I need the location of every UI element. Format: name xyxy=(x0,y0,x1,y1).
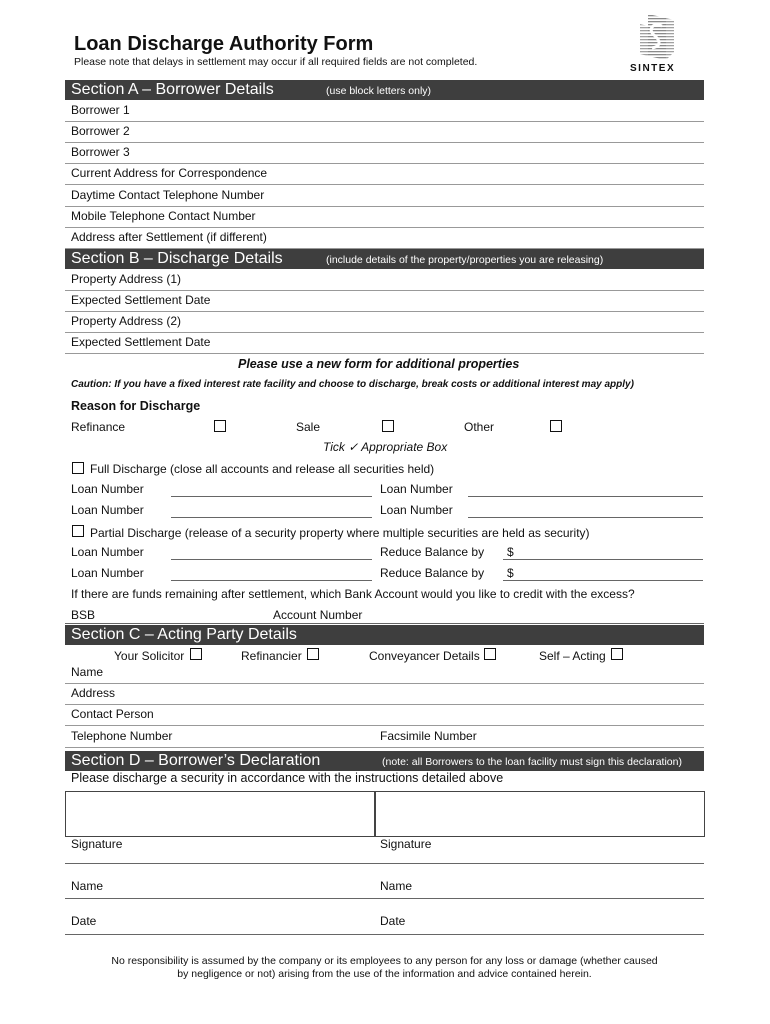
section-a-note: (use block letters only) xyxy=(326,85,432,97)
option-self-acting-checkbox[interactable] xyxy=(611,648,623,660)
caution-note: Caution: If you have a fixed interest rate facility and choose to discharge, break costs or additional interest may apply) xyxy=(71,379,634,390)
full-discharge-checkbox[interactable] xyxy=(72,462,84,474)
option-self-acting-label: Self – Acting xyxy=(539,649,606,663)
field-label: Property Address (2) xyxy=(71,314,182,328)
field-label: Property Address (1) xyxy=(71,272,182,286)
reduce-balance-label: Reduce Balance by xyxy=(380,566,485,580)
option-refinancier-checkbox[interactable] xyxy=(307,648,319,660)
field-acting-name[interactable] xyxy=(65,662,704,684)
section-b-title: Section B – Discharge Details xyxy=(71,250,283,267)
date-label: Date xyxy=(380,914,406,928)
field-telephone[interactable] xyxy=(65,726,704,748)
loan-number-label: Loan Number xyxy=(71,566,144,580)
field-settlement-date-2[interactable] xyxy=(65,332,704,354)
bank-account-input[interactable] xyxy=(65,623,704,624)
section-b-note: (include details of the property/properties you are releasing) xyxy=(326,254,604,266)
field-settlement-date-1[interactable] xyxy=(65,290,704,312)
loan-number-label: Loan Number xyxy=(380,503,453,517)
field-label: Daytime Contact Telephone Number xyxy=(71,188,265,202)
option-solicitor-label: Your Solicitor xyxy=(114,649,185,663)
dollar-sign: $ xyxy=(507,545,514,559)
field-label: Address xyxy=(71,686,116,700)
signature-box-2[interactable] xyxy=(374,791,705,837)
reduce-balance-input[interactable] xyxy=(503,580,703,581)
field-label: Borrower 3 xyxy=(71,145,130,159)
footer-line-2: by negligence or not) arising from the use of the information and advice contained herein. xyxy=(177,968,592,980)
section-a-title: Section A – Borrower Details xyxy=(71,81,274,98)
tick-note: Tick ✓ Appropriate Box xyxy=(323,440,448,454)
section-d-header xyxy=(65,751,704,771)
loan-number-input[interactable] xyxy=(171,517,372,518)
field-property-address-1[interactable] xyxy=(65,269,704,291)
reason-sale-checkbox[interactable] xyxy=(382,420,394,432)
section-b-header xyxy=(65,249,704,269)
field-current-address[interactable] xyxy=(65,163,704,185)
loan-number-input[interactable] xyxy=(468,496,703,497)
partial-discharge-label: Partial Discharge (release of a security property where multiple securities are held as security) xyxy=(90,526,590,540)
loan-number-label: Loan Number xyxy=(71,482,144,496)
name-input[interactable] xyxy=(65,898,704,899)
reason-refinance-label: Refinance xyxy=(71,420,126,434)
signature-box-1[interactable] xyxy=(65,791,376,837)
option-refinancier-label: Refinancier xyxy=(241,649,302,663)
option-conveyancer-checkbox[interactable] xyxy=(484,648,496,660)
field-mobile-phone[interactable] xyxy=(65,206,704,228)
reason-refinance-checkbox[interactable] xyxy=(214,420,226,432)
field-label: Expected Settlement Date xyxy=(71,335,211,349)
new-form-note: Please use a new form for additional properties xyxy=(238,357,520,371)
field-address-after-settlement[interactable] xyxy=(65,227,704,249)
logo-text: SINTEX xyxy=(630,63,676,74)
field-acting-address[interactable] xyxy=(65,683,704,705)
section-c-header xyxy=(65,625,704,645)
option-solicitor-checkbox[interactable] xyxy=(190,648,202,660)
reason-heading: Reason for Discharge xyxy=(71,399,201,413)
field-daytime-phone[interactable] xyxy=(65,185,704,207)
field-label: Mobile Telephone Contact Number xyxy=(71,209,256,223)
field-label: Name xyxy=(71,665,104,679)
full-discharge-label: Full Discharge (close all accounts and release all securities held) xyxy=(90,462,435,476)
partial-discharge-checkbox[interactable] xyxy=(72,525,84,537)
reduce-balance-input[interactable] xyxy=(503,559,703,560)
footer-line-1: No responsibility is assumed by the company or its employees to any person for any loss or damage (whether caused xyxy=(111,955,658,967)
loan-number-input[interactable] xyxy=(468,517,703,518)
facsimile-label: Facsimile Number xyxy=(380,729,477,743)
reason-other-label: Other xyxy=(464,420,495,434)
date-input[interactable] xyxy=(65,934,704,935)
section-c-title: Section C – Acting Party Details xyxy=(71,626,297,643)
loan-number-input[interactable] xyxy=(171,580,372,581)
account-number-label: Account Number xyxy=(273,608,363,622)
reason-sale-label: Sale xyxy=(296,420,321,434)
date-label: Date xyxy=(71,914,97,928)
excess-question: If there are funds remaining after settlement, which Bank Account would you like to credit with the excess? xyxy=(71,587,635,601)
bsb-label: BSB xyxy=(71,608,96,622)
name-label: Name xyxy=(380,879,413,893)
dollar-sign: $ xyxy=(507,566,514,580)
form-subtitle: Please note that delays in settlement may occur if all required fields are not completed. xyxy=(74,56,478,68)
section-d-note: (note: all Borrowers to the loan facility must sign this declaration) xyxy=(382,756,682,768)
option-conveyancer-label: Conveyancer Details xyxy=(369,649,480,663)
field-label: Borrower 1 xyxy=(71,103,130,117)
name-label: Name xyxy=(71,879,104,893)
loan-number-input[interactable] xyxy=(171,496,372,497)
field-label: Current Address for Correspondence xyxy=(71,166,268,180)
loan-number-label: Loan Number xyxy=(380,482,453,496)
field-label: Borrower 2 xyxy=(71,124,130,138)
declaration-instruction: Please discharge a security in accordance with the instructions detailed above xyxy=(71,771,504,785)
signature-label: Signature xyxy=(380,837,432,851)
signature-line xyxy=(65,863,704,864)
field-label: Address after Settlement (if different) xyxy=(71,230,267,244)
loan-number-label: Loan Number xyxy=(71,503,144,517)
form-title: Loan Discharge Authority Form xyxy=(74,33,374,55)
field-label: Contact Person xyxy=(71,707,154,721)
field-borrower-1[interactable] xyxy=(65,100,704,122)
loan-number-label: Loan Number xyxy=(71,545,144,559)
footer-disclaimer xyxy=(65,955,704,981)
field-label: Expected Settlement Date xyxy=(71,293,211,307)
field-borrower-3[interactable] xyxy=(65,142,704,164)
section-d-title: Section D – Borrower’s Declaration xyxy=(71,752,321,769)
field-borrower-2[interactable] xyxy=(65,121,704,143)
field-property-address-2[interactable] xyxy=(65,311,704,333)
field-contact-person[interactable] xyxy=(65,704,704,726)
reduce-balance-label: Reduce Balance by xyxy=(380,545,485,559)
section-a-header xyxy=(65,80,704,100)
reason-other-checkbox[interactable] xyxy=(550,420,562,432)
loan-number-input[interactable] xyxy=(171,559,372,560)
signature-label: Signature xyxy=(71,837,123,851)
field-label: Telephone Number xyxy=(71,729,173,743)
